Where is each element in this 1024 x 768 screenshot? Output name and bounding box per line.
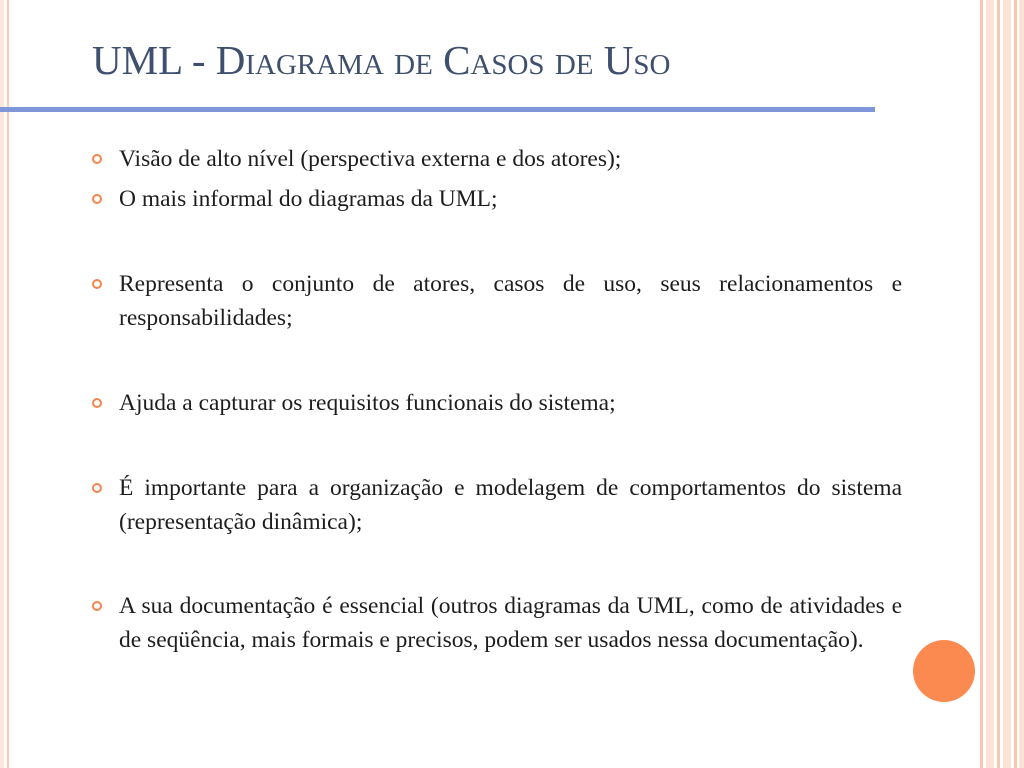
bullet-item: [92, 182, 902, 216]
right-stripe-2: [986, 0, 994, 768]
bullet-list: [92, 142, 902, 657]
slide-title: [92, 30, 670, 90]
right-stripe-1: [980, 0, 983, 768]
bullet-item: [92, 471, 902, 539]
bullet-text: A sua documentação é essencial (outros diagramas da UML, como de atividades e de seqüência, mais formais e precisos, podem ser usados nessa documentação).: [119, 593, 902, 653]
bullet-icon: [92, 601, 102, 611]
bullet-icon: [92, 483, 102, 493]
bullet-item: [92, 589, 902, 657]
right-stripe-5: [1014, 0, 1017, 768]
bullet-text: Ajuda a capturar os requisitos funcionais do sistema;: [119, 390, 616, 416]
bullet-icon: [92, 279, 102, 289]
bullet-icon: [92, 398, 102, 408]
right-stripe-4: [1003, 0, 1011, 768]
bullet-text: O mais informal do diagramas da UML;: [119, 186, 498, 212]
slide-title-lead: UML - D: [92, 37, 246, 83]
bullet-text: É importante para a organização e modelagem de comportamentos do sistema (representação dinâmica);: [119, 475, 902, 535]
slide-title-rest: iagrama de Casos de Uso: [245, 37, 671, 83]
left-stripe-2: [7, 0, 9, 768]
decorative-circle: [913, 640, 975, 702]
bullet-icon: [92, 154, 102, 164]
right-stripe-3: [997, 0, 1000, 768]
left-stripe-1: [0, 0, 4, 768]
bullet-item: [92, 386, 902, 420]
right-stripe-6: [1019, 0, 1024, 768]
title-underline: [0, 107, 875, 112]
bullet-text: Visão de alto nível (perspectiva externa e dos atores);: [119, 146, 622, 172]
bullet-text: Representa o conjunto de atores, casos de uso, seus relacionamentos e responsabilidades;: [119, 271, 902, 331]
bullet-icon: [92, 194, 102, 204]
bullet-item: [92, 267, 902, 335]
bullet-item: [92, 142, 902, 176]
